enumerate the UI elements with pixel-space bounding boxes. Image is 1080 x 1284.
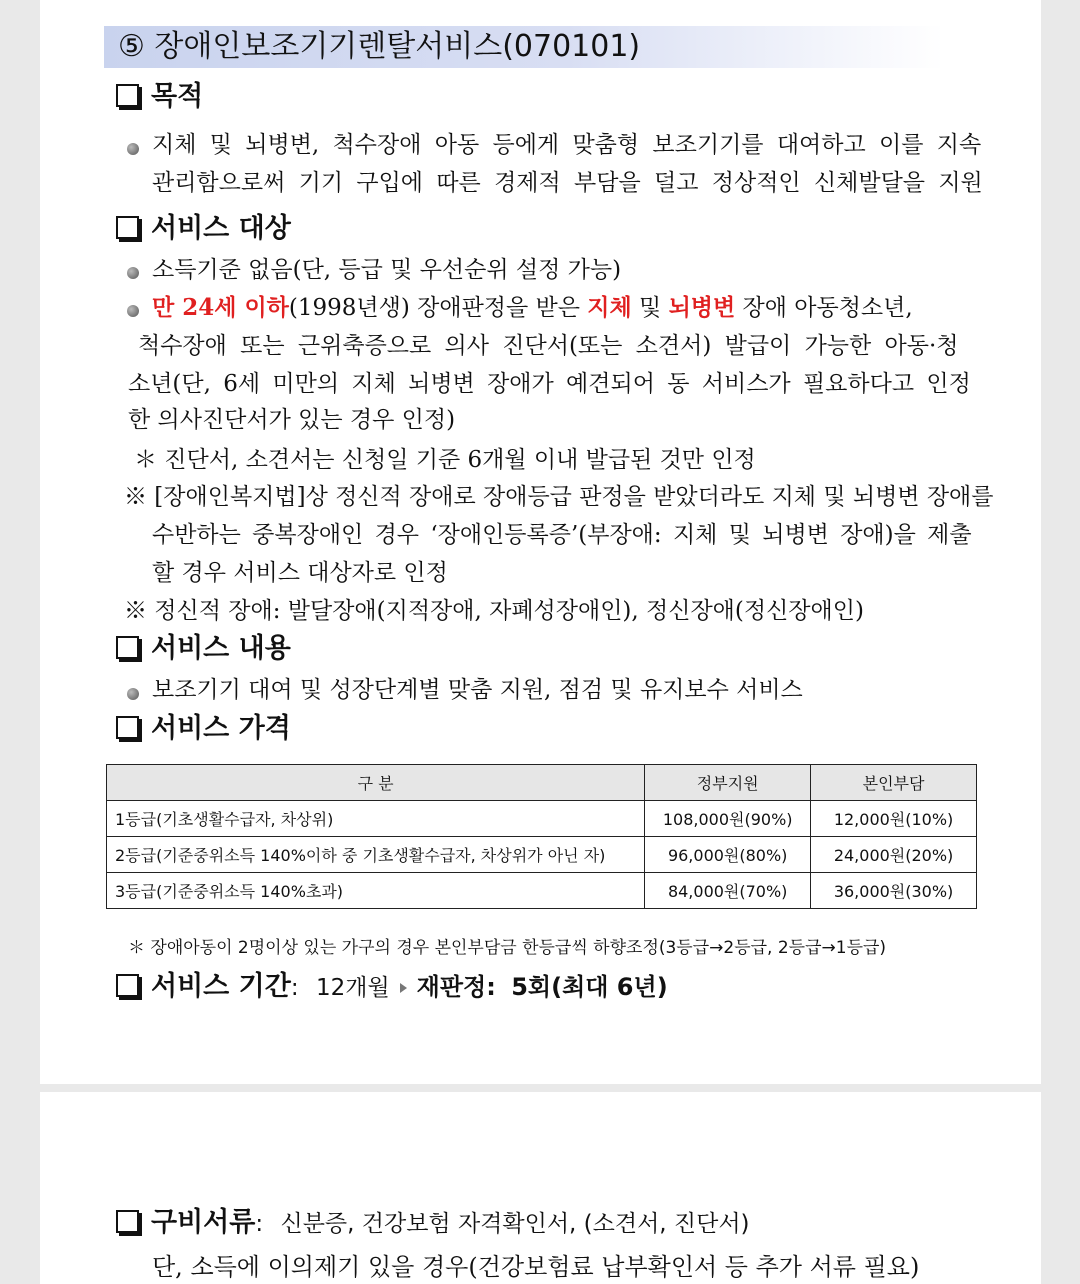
text: 및: [631, 295, 669, 321]
section-documents: [112, 1206, 750, 1240]
target-ref-2: ※ 정신적 장애: 발달장애(지적장애, 자폐성장애인), 정신장애(정신장애인): [124, 598, 864, 624]
checkbox-square-icon: [116, 216, 139, 239]
cell-grade: 2등급(기준중위소득 140%이하 중 기초생활수급자, 차상위가 아닌 자): [107, 837, 645, 873]
target-ref-1-line-2: 수반하는 중복장애인 경우 ‘장애인등록증’(부장애: 지체 및 뇌병변 장애)을 제출: [152, 522, 972, 548]
section-content: [112, 632, 291, 666]
bullet-icon: [127, 305, 139, 317]
checkbox-square-icon: [116, 716, 139, 739]
section-label: 서비스 기간: [151, 971, 291, 1002]
cell-self-pay: 36,000원(30%): [811, 873, 977, 909]
cell-grade: 3등급(기준중위소득 140%초과): [107, 873, 645, 909]
page-title: ⑤ 장애인보조기기렌탈서비스(070101): [118, 29, 641, 64]
text: 장애 아동청소년,: [735, 295, 913, 321]
target-bullet-2: [152, 291, 913, 325]
bullet-icon: [127, 143, 139, 155]
section-price: [112, 712, 291, 746]
re-judgement-label: 재판정:: [416, 973, 496, 1001]
section-label: 서비스 내용: [151, 633, 291, 664]
target-bullet-1: 소득기준 없음(단, 등급 및 우선순위 설정 가능): [152, 257, 622, 283]
text: (1998년생) 장애판정을 받은: [288, 295, 588, 321]
header-category: 구 분: [107, 765, 645, 801]
cell-self-pay: 24,000원(20%): [811, 837, 977, 873]
documents-line-1: 신분증, 건강보험 자격확인서, (소견서, 진단서): [280, 1211, 750, 1237]
age-limit-highlight: 만 24세 이하: [152, 294, 289, 321]
header-government: 정부지원: [645, 765, 811, 801]
section-purpose: [112, 80, 203, 114]
target-bullet-2-line-2: 척수장애 또는 근위축증으로 의사 진단서(또는 소견서) 발급이 가능한 아동·청: [138, 333, 959, 359]
brain-lesion-highlight: 뇌병변: [668, 294, 736, 321]
price-table: [106, 764, 977, 909]
header-self-pay: 본인부담: [811, 765, 977, 801]
target-ref-1-line-3: 할 경우 서비스 대상자로 인정: [152, 560, 448, 586]
cell-government: 84,000원(70%): [645, 873, 811, 909]
purpose-line-1: 지체 및 뇌병변, 척수장애 아동 등에게 맞춤형 보조기기를 대여하고 이를 지속: [152, 132, 982, 158]
bullet-icon: [127, 267, 139, 279]
checkbox-square-icon: [116, 84, 139, 107]
arrow-right-icon: [400, 983, 407, 993]
section-label: 서비스 대상: [151, 213, 291, 244]
target-ref-1-line-1: ※ [장애인복지법]상 정신적 장애로 장애등급 판정을 받았더라도 지체 및 뇌병변 장애를: [124, 484, 994, 510]
physical-highlight: 지체: [587, 294, 632, 321]
cell-self-pay: 12,000원(10%): [811, 801, 977, 837]
checkbox-square-icon: [116, 1210, 139, 1233]
checkbox-square-icon: [116, 636, 139, 659]
target-bullet-2-line-3: 소년(단, 6세 미만의 지체 뇌병변 장애가 예견되어 동 서비스가 필요하다고 인정: [128, 371, 971, 397]
documents-line-2: 단, 소득에 이의제기 있을 경우(건강보험료 납부확인서 등 추가 서류 필요): [152, 1253, 920, 1281]
cell-government: 108,000원(90%): [645, 801, 811, 837]
period-value: 12개월: [315, 975, 390, 1001]
table-row: [107, 801, 977, 837]
checkbox-square-icon: [116, 974, 139, 997]
target-star-note: ＊ 진단서, 소견서는 신청일 기준 6개월 이내 발급된 것만 인정: [134, 447, 756, 473]
cell-grade: 1등급(기초생활수급자, 차상위): [107, 801, 645, 837]
section-period: [112, 970, 668, 1004]
table-row: [107, 837, 977, 873]
colon: :: [290, 975, 299, 1001]
re-judgement-value: 5회(최대 6년): [511, 973, 668, 1001]
cell-government: 96,000원(80%): [645, 837, 811, 873]
bullet-icon: [127, 688, 139, 700]
price-note: ＊ 장애아동이 2명이상 있는 가구의 경우 본인부담금 한등급씩 하향조정(3등급→2등급, 2등급→1등급): [128, 938, 887, 958]
table-row: [107, 873, 977, 909]
section-label: 구비서류: [151, 1207, 256, 1238]
colon: :: [255, 1211, 264, 1237]
section-label: 목적: [151, 81, 204, 112]
target-bullet-2-line-4: 한 의사진단서가 있는 경우 인정): [128, 407, 456, 433]
table-header-row: [107, 765, 977, 801]
section-label: 서비스 가격: [151, 713, 291, 744]
purpose-line-2: 관리함으로써 기기 구입에 따른 경제적 부담을 덜고 정상적인 신체발달을 지원: [152, 170, 983, 196]
content-bullet-1: 보조기기 대여 및 성장단계별 맞춤 지원, 점검 및 유지보수 서비스: [152, 677, 803, 703]
section-target: [112, 212, 291, 246]
